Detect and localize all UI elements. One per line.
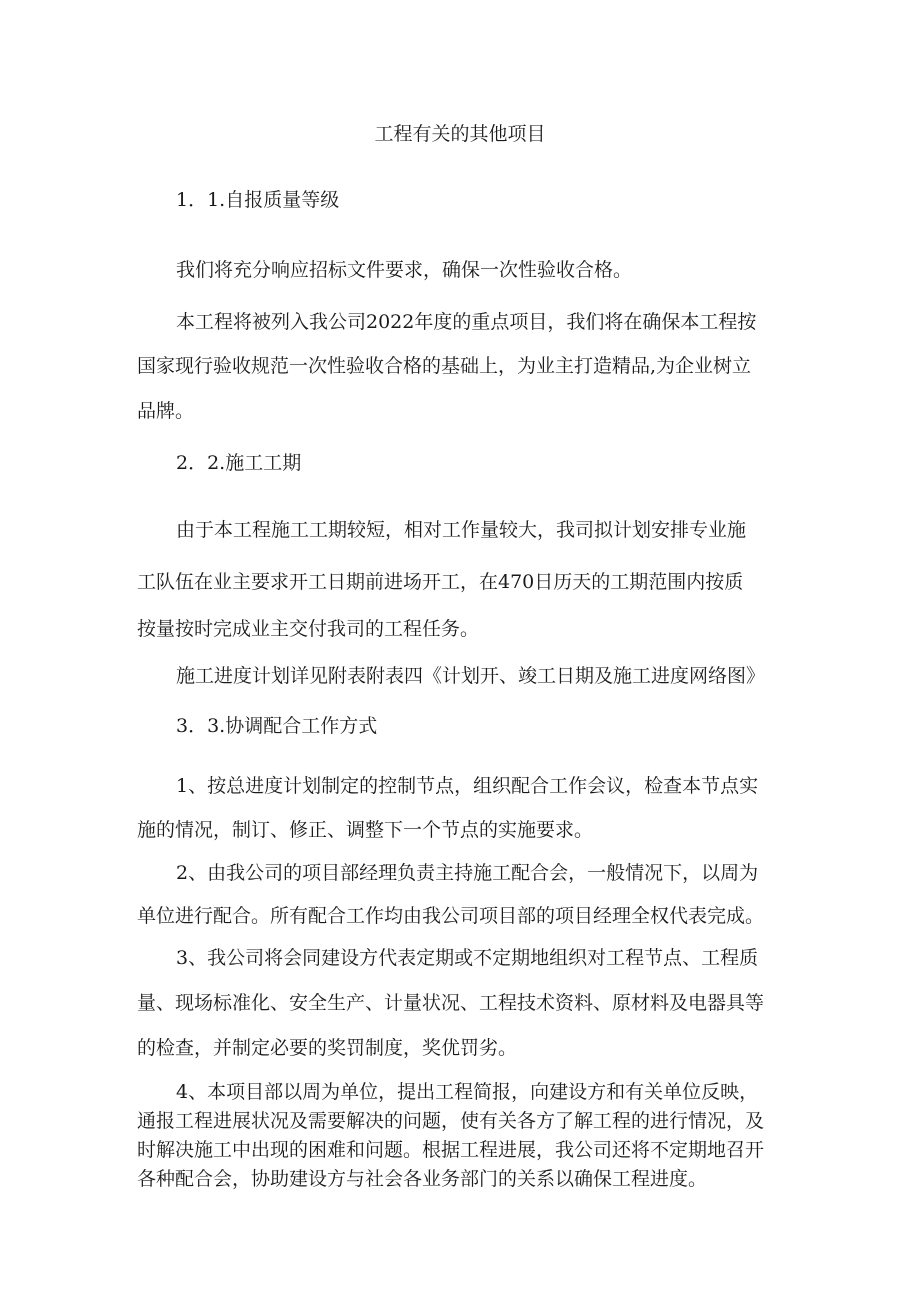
paragraph-line: 4、本项目部以周为单位，提出工程简报，向建设方和有关单位反映， [176, 1081, 759, 1103]
paragraph-line: 我们将充分响应招标文件要求，确保一次性验收合格。 [176, 259, 633, 281]
paragraph-line: 国家现行验收规范一次性验收合格的基础上，为业主打造精品,为企业树立 [137, 355, 752, 377]
paragraph-line: 各种配合会，协助建设方与社会各业务部门的关系以确保工程进度。 [137, 1168, 708, 1190]
document-title: 工程有关的其他项目 [374, 123, 546, 145]
section-heading: 3．3.协调配合工作方式 [176, 715, 378, 737]
section-heading: 1．1.自报质量等级 [176, 189, 340, 211]
paragraph-line: 品牌。 [137, 400, 195, 422]
paragraph-line: 量、现场标准化、安全生产、计量状况、工程技术资料、原材料及电器具等 [137, 992, 765, 1014]
paragraph-line: 工队伍在业主要求开工日期前进场开工，在470日历天的工期范围内按质 [137, 571, 744, 593]
paragraph-line: 3、我公司将会同建设方代表定期或不定期地组织对工程节点、工程质 [176, 947, 759, 969]
paragraph-line: 的检查，并制定必要的奖罚制度，奖优罚劣。 [137, 1037, 518, 1059]
paragraph-line: 按量按时完成业主交付我司的工程任务。 [137, 618, 480, 640]
paragraph-line: 1、按总进度计划制定的控制节点，组织配合工作会议，检查本节点实 [176, 775, 759, 797]
paragraph-line: 单位进行配合。所有配合工作均由我公司项目部的项目经理全权代表完成。 [137, 905, 765, 927]
paragraph-line: 施的情况，制订、修正、调整下一个节点的实施要求。 [137, 819, 594, 841]
paragraph-line: 本工程将被列入我公司2022年度的重点项目，我们将在确保本工程按 [176, 311, 757, 333]
paragraph-line: 2、由我公司的项目部经理负责主持施工配合会，一般情况下，以周为 [176, 862, 759, 884]
paragraph-line: 时解决施工中出现的困难和问题。根据工程进展，我公司还将不定期地召开 [137, 1139, 765, 1161]
paragraph-line: 由于本工程施工工期较短，相对工作量较大，我司拟计划安排专业施 [176, 519, 747, 541]
paragraph-line: 施工进度计划详见附表附表四《计划开、竣工日期及施工进度网络图》 [176, 665, 766, 687]
paragraph-line: 通报工程进展状况及需要解决的问题，使有关各方了解工程的进行情况，及 [137, 1110, 765, 1132]
section-heading: 2．2.施工工期 [176, 452, 302, 474]
